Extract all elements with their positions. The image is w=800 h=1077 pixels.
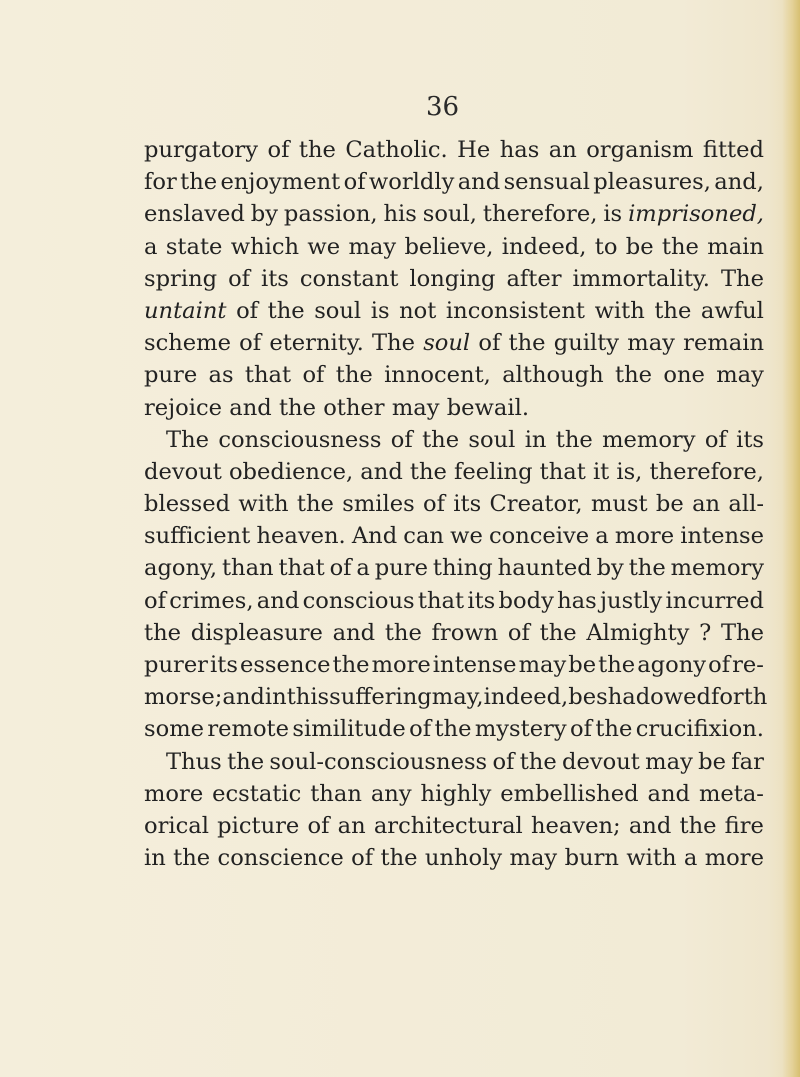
text-line: pure as that of the innocent, although the one may [144, 362, 764, 389]
text-line: of crimes, and conscious that its body has justly incurred [144, 587, 764, 614]
text-line: enslaved by passion, his soul, therefore, is imprisoned, [144, 201, 764, 228]
text-line: spring of its constant longing after immortality. The [144, 265, 764, 292]
text-line: in the conscience of the unholy may burn with a more [144, 845, 764, 872]
text-line: purer its essence the more intense may be the agony of re- [144, 652, 764, 678]
text-line: devout obedience, and the feeling that it is, therefore, [144, 458, 764, 485]
text-line: sufficient heaven. And can we conceive a more intense [144, 523, 764, 550]
text-line: orical picture of an architectural heaven; and the fire [144, 812, 764, 839]
text-line: for the enjoyment of worldly and sensual pleasures, and, [144, 169, 764, 196]
text-line: a state which we may believe, indeed, to be the main [144, 233, 764, 260]
text-line: morse; and in this suffering may, indeed, be shadowed forth [144, 684, 768, 711]
text-line: scheme of eternity. The soul of the guilty may remain [144, 330, 764, 357]
page-edge-discoloration [782, 0, 800, 1077]
text-line: rejoice and the other may bewail. [144, 394, 529, 421]
text-line: untaint of the soul is not inconsistent with the awful [144, 297, 764, 324]
text-line: some remote similitude of the mystery of the crucifixion. [144, 716, 764, 743]
page-number: 36 [426, 92, 460, 122]
text-line: agony, than that of a pure thing haunted by the memory [144, 555, 764, 582]
text-line: Thus the soul-consciousness of the devout may be far [166, 748, 764, 775]
text-line: purgatory of the Catholic. He has an organism fitted [144, 137, 764, 163]
text-line: blessed with the smiles of its Creator, must be an all- [144, 491, 764, 518]
text-line: the displeasure and the frown of the Almighty ? The [144, 619, 764, 646]
text-line: The consciousness of the soul in the memory of its [166, 426, 764, 453]
text-line: more ecstatic than any highly embellished and meta- [144, 780, 764, 807]
body-text [144, 134, 768, 874]
